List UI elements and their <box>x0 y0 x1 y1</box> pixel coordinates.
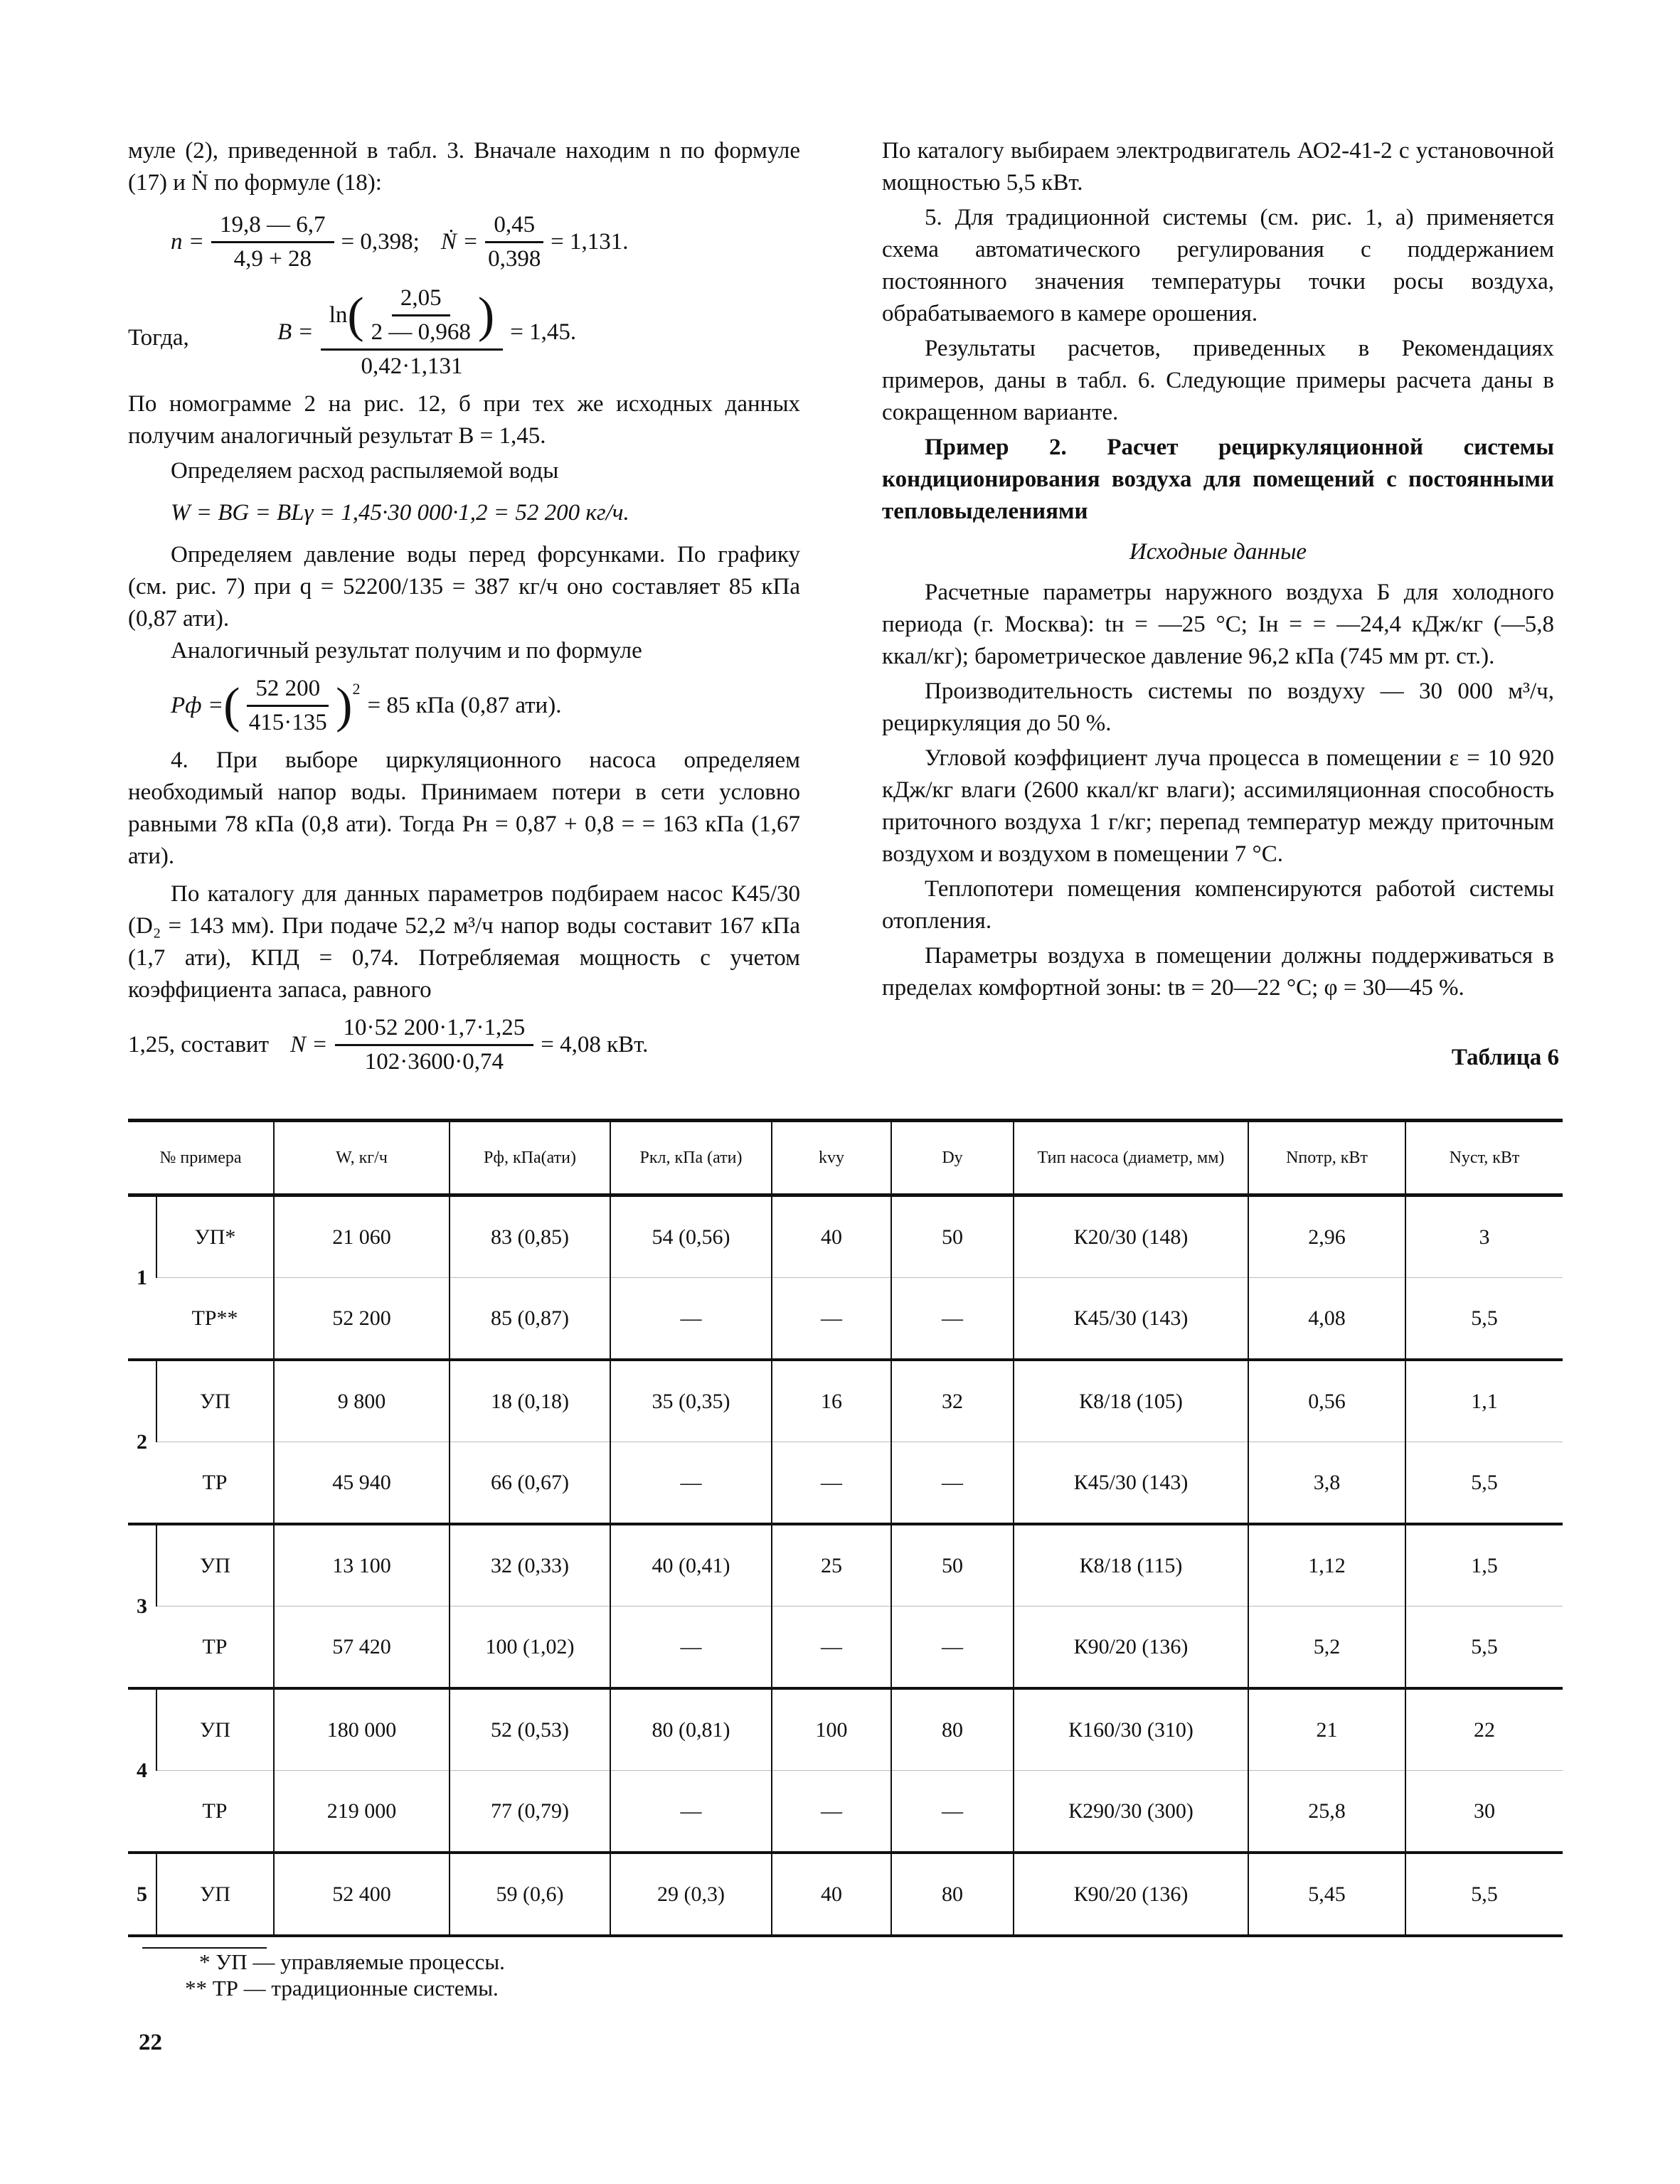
table-cell: 5,45 <box>1248 1853 1405 1936</box>
column-header: № примера <box>128 1121 274 1195</box>
numerator: 52 200 <box>247 673 329 707</box>
table-cell: 77 (0,79) <box>450 1771 610 1853</box>
table-row <box>128 1278 1563 1360</box>
denominator: 0,398 <box>488 246 541 272</box>
column-header: Pф, кПа(ати) <box>450 1121 610 1195</box>
table-cell: 50 <box>891 1195 1014 1278</box>
table-cell: 219 000 <box>274 1771 450 1853</box>
formula-n-power <box>128 1012 800 1078</box>
fraction <box>247 673 329 739</box>
paragraph: Угловой коэффициент луча процесса в помещении ε = 10 920 кДж/кг влаги (2600 ккал/кг влаги); ассимиляционная способность приточного воздуха 1 г/кг; перепад температур между приточным воздухом и воздухом в помещении 7 °С. <box>882 745 1554 867</box>
example-heading: Пример 2. Расчет рециркуляционной системы кондиционирования воздуха для помещений с постоянными тепловыделениями <box>882 435 1554 524</box>
denominator: 0,42·1,131 <box>361 353 463 379</box>
formula-text: = 0,398; <box>341 229 420 255</box>
table-title: Таблица 6 <box>1451 1045 1559 1070</box>
table-row <box>128 1771 1563 1853</box>
example-number: 3 <box>128 1524 156 1688</box>
table-cell: — <box>610 1771 772 1853</box>
table-row <box>128 1360 1563 1442</box>
table-cell: 66 (0,67) <box>450 1442 610 1525</box>
table-cell: 25 <box>772 1524 891 1607</box>
table-cell: 5,2 <box>1248 1607 1405 1689</box>
table-cell: 29 (0,3) <box>610 1853 772 1936</box>
table-cell: 9 800 <box>274 1360 450 1442</box>
table-row <box>128 1442 1563 1525</box>
footnote: * УП — управляемые процессы. <box>199 1949 505 1974</box>
table-cell: 18 (0,18) <box>450 1360 610 1442</box>
table-cell: — <box>772 1278 891 1360</box>
fraction <box>335 1012 534 1078</box>
paragraph: По каталогу для данных параметров подбираем насос К45/30 (D₂ = 143 мм). При подаче 52,2 м³/ч напор воды составит 167 кПа (1,7 ати), КПД = 0,74. Потребляемая мощность с учетом коэффициента запаса, равного <box>128 881 800 1003</box>
table-cell: — <box>891 1607 1014 1689</box>
table-cell: 5,5 <box>1405 1853 1563 1936</box>
table-row <box>128 1607 1563 1689</box>
table-cell: К90/20 (136) <box>1014 1607 1248 1689</box>
column-header: Pкл, кПа (ати) <box>610 1121 772 1195</box>
table-cell: 1,12 <box>1248 1524 1405 1607</box>
table-cell: 83 (0,85) <box>450 1195 610 1278</box>
table-cell: — <box>610 1278 772 1360</box>
formula-text: B = <box>277 319 314 345</box>
formula-n <box>171 209 800 275</box>
table-cell: — <box>772 1442 891 1525</box>
table-cell: 4,08 <box>1248 1278 1405 1360</box>
table-cell: 40 (0,41) <box>610 1524 772 1607</box>
column-header: Nуст, кВт <box>1405 1121 1563 1195</box>
table-cell: 5,5 <box>1405 1607 1563 1689</box>
table-cell: 13 100 <box>274 1524 450 1607</box>
denominator: 415·135 <box>248 710 327 735</box>
footnotes <box>128 1949 505 2001</box>
section-heading: Исходные данные <box>1129 539 1307 565</box>
paragraph: Теплопотери помещения компенсируются работой системы отопления. <box>882 876 1554 934</box>
formula-text: = 4,08 кВт. <box>541 1032 649 1058</box>
table-cell: 2,96 <box>1248 1195 1405 1278</box>
numerator: 0,45 <box>485 209 543 243</box>
table-cell: 21 <box>1248 1688 1405 1771</box>
right-column <box>882 135 1554 1004</box>
formula-b <box>128 282 800 383</box>
formula-text: = 85 кПа (0,87 ати). <box>367 693 562 718</box>
table-cell: К20/30 (148) <box>1014 1195 1248 1278</box>
table-cell: 40 <box>772 1195 891 1278</box>
example-number: 1 <box>128 1195 156 1360</box>
data-table <box>128 1119 1563 1937</box>
table-cell: 80 <box>891 1688 1014 1771</box>
table-cell: ТР <box>156 1771 274 1853</box>
paragraph: Определяем давление воды перед форсунками. По графику (см. рис. 7) при q = 52200/135 = 387 кг/ч оно составляет 85 кПа (0,87 ати). <box>128 542 800 632</box>
fraction <box>485 209 543 275</box>
table-cell: К8/18 (115) <box>1014 1524 1248 1607</box>
table-cell: К290/30 (300) <box>1014 1771 1248 1853</box>
formula-text: Тогда, <box>128 325 189 351</box>
table-cell: 32 (0,33) <box>450 1524 610 1607</box>
table-cell: — <box>772 1771 891 1853</box>
formula-text: = 1,131. <box>551 229 629 255</box>
page-number: 22 <box>139 2030 162 2055</box>
table-cell: 5,5 <box>1405 1278 1563 1360</box>
column-header: Dy <box>891 1121 1014 1195</box>
formula-text: Pф = <box>171 693 224 718</box>
paragraph: Производительность системы по воздуху — 30 000 м³/ч, рециркуляция до 50 %. <box>882 678 1554 736</box>
table-cell: 16 <box>772 1360 891 1442</box>
table-cell: 54 (0,56) <box>610 1195 772 1278</box>
table-cell: — <box>891 1442 1014 1525</box>
table-row <box>128 1524 1563 1607</box>
table-cell: К160/30 (310) <box>1014 1688 1248 1771</box>
column-header: Тип насоса (диаметр, мм) <box>1014 1121 1248 1195</box>
table-cell: УП <box>156 1524 274 1607</box>
paragraph: Результаты расчетов, приведенных в Рекомендациях примеров, даны в табл. 6. Следующие примеры расчета даны в сокращенном варианте. <box>882 336 1554 425</box>
table-cell: ТР <box>156 1442 274 1525</box>
formula-w: W = BG = BLγ = 1,45·30 000·1,2 = 52 200 кг/ч. <box>171 500 629 526</box>
table-row <box>128 1195 1563 1278</box>
table-cell: 32 <box>891 1360 1014 1442</box>
numerator: 2,05 <box>392 282 450 316</box>
table-cell: 5,5 <box>1405 1442 1563 1525</box>
table-cell: 22 <box>1405 1688 1563 1771</box>
formula-text: ln <box>329 302 348 328</box>
footnote: ** ТР — традиционные системы. <box>185 1976 499 2001</box>
table-row <box>128 1853 1563 1936</box>
formula-text: N = <box>290 1032 328 1058</box>
table-cell: 50 <box>891 1524 1014 1607</box>
table-cell: 25,8 <box>1248 1771 1405 1853</box>
column-header: Nпотр, кВт <box>1248 1121 1405 1195</box>
example-number: 4 <box>128 1688 156 1853</box>
paragraph: 4. При выборе циркуляционного насоса определяем необходимый напор воды. Принимаем потери в сети условно равными 78 кПа (0,8 ати). Тогда Pн = 0,87 + 0,8 = = 163 кПа (1,67 ати). <box>128 747 800 869</box>
table-cell: 21 060 <box>274 1195 450 1278</box>
table-cell: — <box>891 1278 1014 1360</box>
table-cell: 3 <box>1405 1195 1563 1278</box>
table-cell: УП <box>156 1360 274 1442</box>
table-cell: 52 (0,53) <box>450 1688 610 1771</box>
denominator: 2 — 0,968 <box>371 319 471 345</box>
table-cell: 1,1 <box>1405 1360 1563 1442</box>
table-cell: 100 (1,02) <box>450 1607 610 1689</box>
denominator: 102·3600·0,74 <box>364 1049 504 1075</box>
paragraph: муле (2), приведенной в табл. 3. Вначале находим n по формуле (17) и Ṅ по формуле (18): <box>128 138 800 196</box>
left-column <box>128 135 800 1084</box>
table-cell: ТР** <box>156 1278 274 1360</box>
table-cell: — <box>772 1607 891 1689</box>
table-cell: 85 (0,87) <box>450 1278 610 1360</box>
table-cell: 1,5 <box>1405 1524 1563 1607</box>
example-number: 5 <box>128 1853 156 1936</box>
fraction <box>321 282 504 383</box>
table-cell: 0,56 <box>1248 1360 1405 1442</box>
table-cell: 80 <box>891 1853 1014 1936</box>
table-cell: К45/30 (143) <box>1014 1278 1248 1360</box>
table-cell: — <box>891 1771 1014 1853</box>
table-cell: 45 940 <box>274 1442 450 1525</box>
table-cell: 3,8 <box>1248 1442 1405 1525</box>
table-cell: 52 400 <box>274 1853 450 1936</box>
formula-text: = 1,45. <box>510 319 577 345</box>
table-cell: — <box>610 1442 772 1525</box>
table-cell: 80 (0,81) <box>610 1688 772 1771</box>
paragraph: Расчетные параметры наружного воздуха Б для холодного периода (г. Москва): tн = —25 °С; Iн = = —24,4 кДж/кг (—5,8 ккал/кг); барометрическое давление 96,2 кПа (745 мм рт. ст.). <box>882 580 1554 669</box>
paragraph: По каталогу выбираем электродвигатель АО2-41-2 с установочной мощностью 5,5 кВт. <box>882 138 1554 196</box>
formula-text: n = <box>171 229 205 255</box>
formula-text: Ṅ = <box>440 229 479 255</box>
paragraph: По номограмме 2 на рис. 12, б при тех же исходных данных получим аналогичный результат B = 1,45. <box>128 391 800 449</box>
paragraph: Параметры воздуха в помещении должны поддерживаться в пределах комфортной зоны: tв = 20—22 °С; φ = 30—45 %. <box>882 943 1554 1001</box>
paragraph: Аналогичный результат получим и по формуле <box>171 638 642 664</box>
table-cell: 40 <box>772 1853 891 1936</box>
column-header: W, кг/ч <box>274 1121 450 1195</box>
formula-pf: Pф = ( $\frac{52 200}{415\cdot 135}$ ) $^2$ = 85 кПа (0,87 ати). <box>171 673 800 739</box>
column-header: kvy <box>772 1121 891 1195</box>
table-cell: ТР <box>156 1607 274 1689</box>
example-number: 2 <box>128 1360 156 1524</box>
numerator: 19,8 — 6,7 <box>211 209 334 243</box>
table-cell: 35 (0,35) <box>610 1360 772 1442</box>
table-cell: К45/30 (143) <box>1014 1442 1248 1525</box>
table-row <box>128 1688 1563 1771</box>
numerator: ln ( $\frac{2,05}{2 — 0,968}$ ) <box>321 282 504 351</box>
table-cell: К8/18 (105) <box>1014 1360 1248 1442</box>
denominator: 4,9 + 28 <box>233 246 312 272</box>
table-cell: 59 (0,6) <box>450 1853 610 1936</box>
table-cell: 57 420 <box>274 1607 450 1689</box>
table-cell: 180 000 <box>274 1688 450 1771</box>
table-cell: — <box>610 1607 772 1689</box>
table-cell: 100 <box>772 1688 891 1771</box>
exponent: 2 <box>352 680 361 698</box>
fraction <box>211 209 334 275</box>
numerator: 10·52 200·1,7·1,25 <box>335 1012 534 1046</box>
table-cell: К90/20 (136) <box>1014 1853 1248 1936</box>
table-cell: УП <box>156 1853 274 1936</box>
table-cell: 52 200 <box>274 1278 450 1360</box>
paragraph: Определяем расход распыляемой воды <box>171 458 559 484</box>
table-cell: УП* <box>156 1195 274 1278</box>
paragraph: 5. Для традиционной системы (см. рис. 1, а) применяется схема автоматического регулирования с поддержанием постоянного значения температуры точки росы воздуха, обрабатываемого в камере орошения. <box>882 205 1554 326</box>
table-cell: УП <box>156 1688 274 1771</box>
formula-text: 1,25, составит <box>128 1032 269 1058</box>
table-cell: 30 <box>1405 1771 1563 1853</box>
